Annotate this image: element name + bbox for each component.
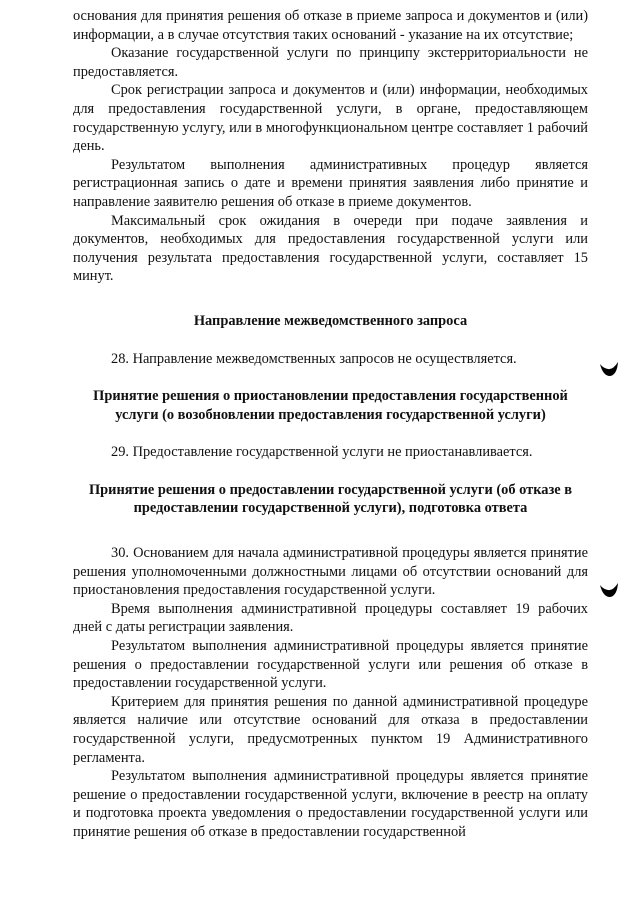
paragraph: Срок регистрации запроса и документов и (или) информации, необходимых для предоставления государственной услуги, в органе, предоставляющем государственную услугу, или в многофункциональном центре составляет 1 рабочий день. — [73, 82, 588, 155]
section-heading: Принятие решения о предоставлении государственной услуги (об отказе в предоставлении государственной услуги), подготовка ответа — [88, 481, 573, 517]
punch-hole-mark — [599, 360, 619, 378]
punch-hole-mark — [599, 581, 619, 599]
paragraph: Результатом выполнения административной процедуры является принятие решение о предоставлении государственной услуги, включение в реестр на оплату и подготовка проекта уведомления о предоставлении государственной услуги или принятие решения об отказе в предоставлении государственной — [73, 768, 588, 840]
paragraph: основания для принятия решения об отказе в приеме запроса и документов и (или) информации, а в случае отсутствия таких оснований - указание на их отсутствие; — [73, 8, 588, 43]
paragraph: Результатом выполнения административной процедуры является принятие решения о предоставлении государственной услуги или решения об отказе в предоставлении государственной услуги. — [73, 638, 588, 692]
paragraph: Время выполнения административной процедуры составляет 19 рабочих дней с даты регистрации заявления. — [73, 600, 588, 636]
paragraph: Оказание государственной услуги по принципу экстерриториальности не предоставляется. — [73, 45, 588, 80]
section-heading: Направление межведомственного запроса — [193, 312, 468, 329]
paragraph: 30. Основанием для начала административной процедуры является принятие решения уполномоченными должностными лицами об отсутствии оснований для приостановления предоставления государственной услуги. — [73, 545, 588, 599]
paragraph: 28. Направление межведомственных запросов не осуществляется. — [111, 350, 517, 367]
paragraph: Критерием для принятия решения по данной административной процедуре является наличие или отсутствие оснований для отказа в предоставлении государственной услуги, предусмотренных пунктом 19 Административного регламента. — [73, 693, 588, 766]
paragraph: Максимальный срок ожидания в очереди при подаче заявления и документов, необходимых для предоставления государственной услуги или получения результата предоставления государственной услуги, составляет 15 минут. — [73, 212, 588, 285]
section-top — [73, 7, 588, 842]
paragraph: Результатом выполнения административных процедур является регистрационная запись о дате и времени принятия заявления либо принятие и направление заявителю решения об отказе в приеме документов. — [73, 156, 588, 210]
paragraph: 29. Предоставление государственной услуги не приостанавливается. — [111, 444, 533, 461]
section-heading: Принятие решения о приостановлении предоставления государственной услуги (о возобновлении предоставления государственной услуги) — [93, 388, 568, 423]
